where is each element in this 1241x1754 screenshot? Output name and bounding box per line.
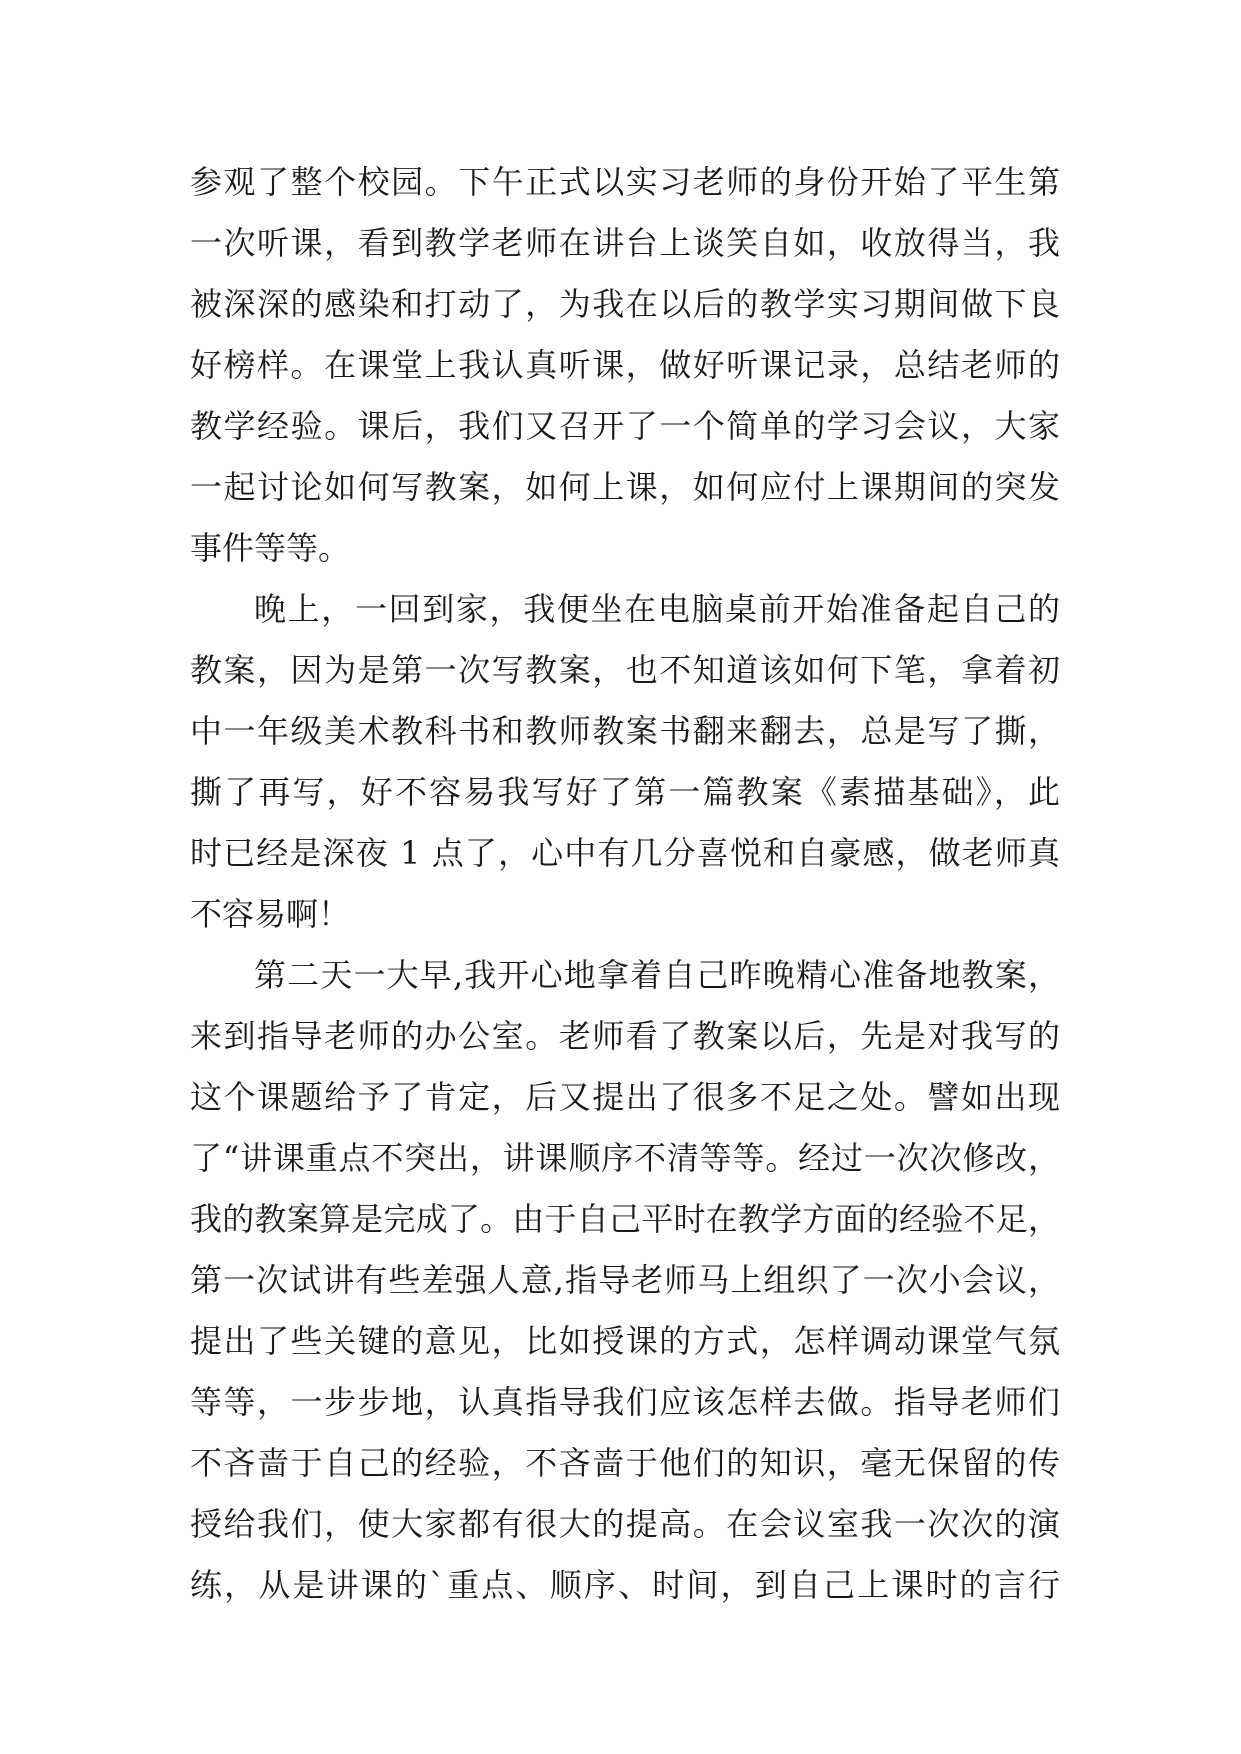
text-line: 授给我们，使大家都有很大的提高。在会议室我一次次的演 (190, 1505, 1060, 1543)
text-line: 一次听课，看到教学老师在讲台上谈笑自如，收放得当，我 (190, 224, 1060, 262)
text-line: 了“讲课重点不突出，讲课顺序不清等等。经过一次次修改， (190, 1139, 1060, 1177)
text-line: 我的教案算是完成了。由于自己平时在教学方面的经验不足， (190, 1200, 1060, 1238)
text-line: 晚上，一回到家，我便坐在电脑桌前开始准备起自己的 (254, 590, 1060, 628)
text-line: 第一次试讲有些差强人意,指导老师马上组织了一次小会议， (190, 1261, 1060, 1299)
text-line: 事件等等。 (190, 529, 351, 567)
text-line: 中一年级美术教科书和教师教案书翻来翻去，总是写了撕， (190, 712, 1060, 750)
text-line: 来到指导老师的办公室。老师看了教案以后，先是对我写的 (190, 1017, 1060, 1055)
text-line: 练，从是讲课的`重点、顺序、时间，到自己上课时的言行 (190, 1566, 1060, 1604)
text-line: 参观了整个校园。下午正式以实习老师的身份开始了平生第 (190, 163, 1060, 201)
text-line: 撕了再写，好不容易我写好了第一篇教案《素描基础》，此 (190, 773, 1060, 811)
text-line: 不吝啬于自己的经验，不吝啬于他们的知识，毫无保留的传 (190, 1444, 1060, 1482)
text-line: 教学经验。课后，我们又召开了一个简单的学习会议，大家 (190, 407, 1060, 445)
text-line: 被深深的感染和打动了，为我在以后的教学实习期间做下良 (190, 285, 1060, 323)
text-line: 教案，因为是第一次写教案，也不知道该如何下笔，拿着初 (190, 651, 1060, 689)
text-line: 不容易啊！ (190, 895, 351, 933)
text-line: 第二天一大早,我开心地拿着自己昨晚精心准备地教案， (254, 956, 1060, 994)
text-line: 一起讨论如何写教案，如何上课，如何应付上课期间的突发 (190, 468, 1060, 506)
text-line: 这个课题给予了肯定，后又提出了很多不足之处。譬如出现 (190, 1078, 1060, 1116)
text-line: 好榜样。在课堂上我认真听课，做好听课记录，总结老师的 (190, 346, 1060, 384)
text-line: 等等，一步步地，认真指导我们应该怎样去做。指导老师们 (190, 1383, 1060, 1421)
text-line: 提出了些关键的意见，比如授课的方式，怎样调动课堂气氛 (190, 1322, 1060, 1360)
text-line: 时已经是深夜 1 点了，心中有几分喜悦和自豪感，做老师真 (190, 834, 1060, 872)
body-text (190, 152, 1060, 1616)
